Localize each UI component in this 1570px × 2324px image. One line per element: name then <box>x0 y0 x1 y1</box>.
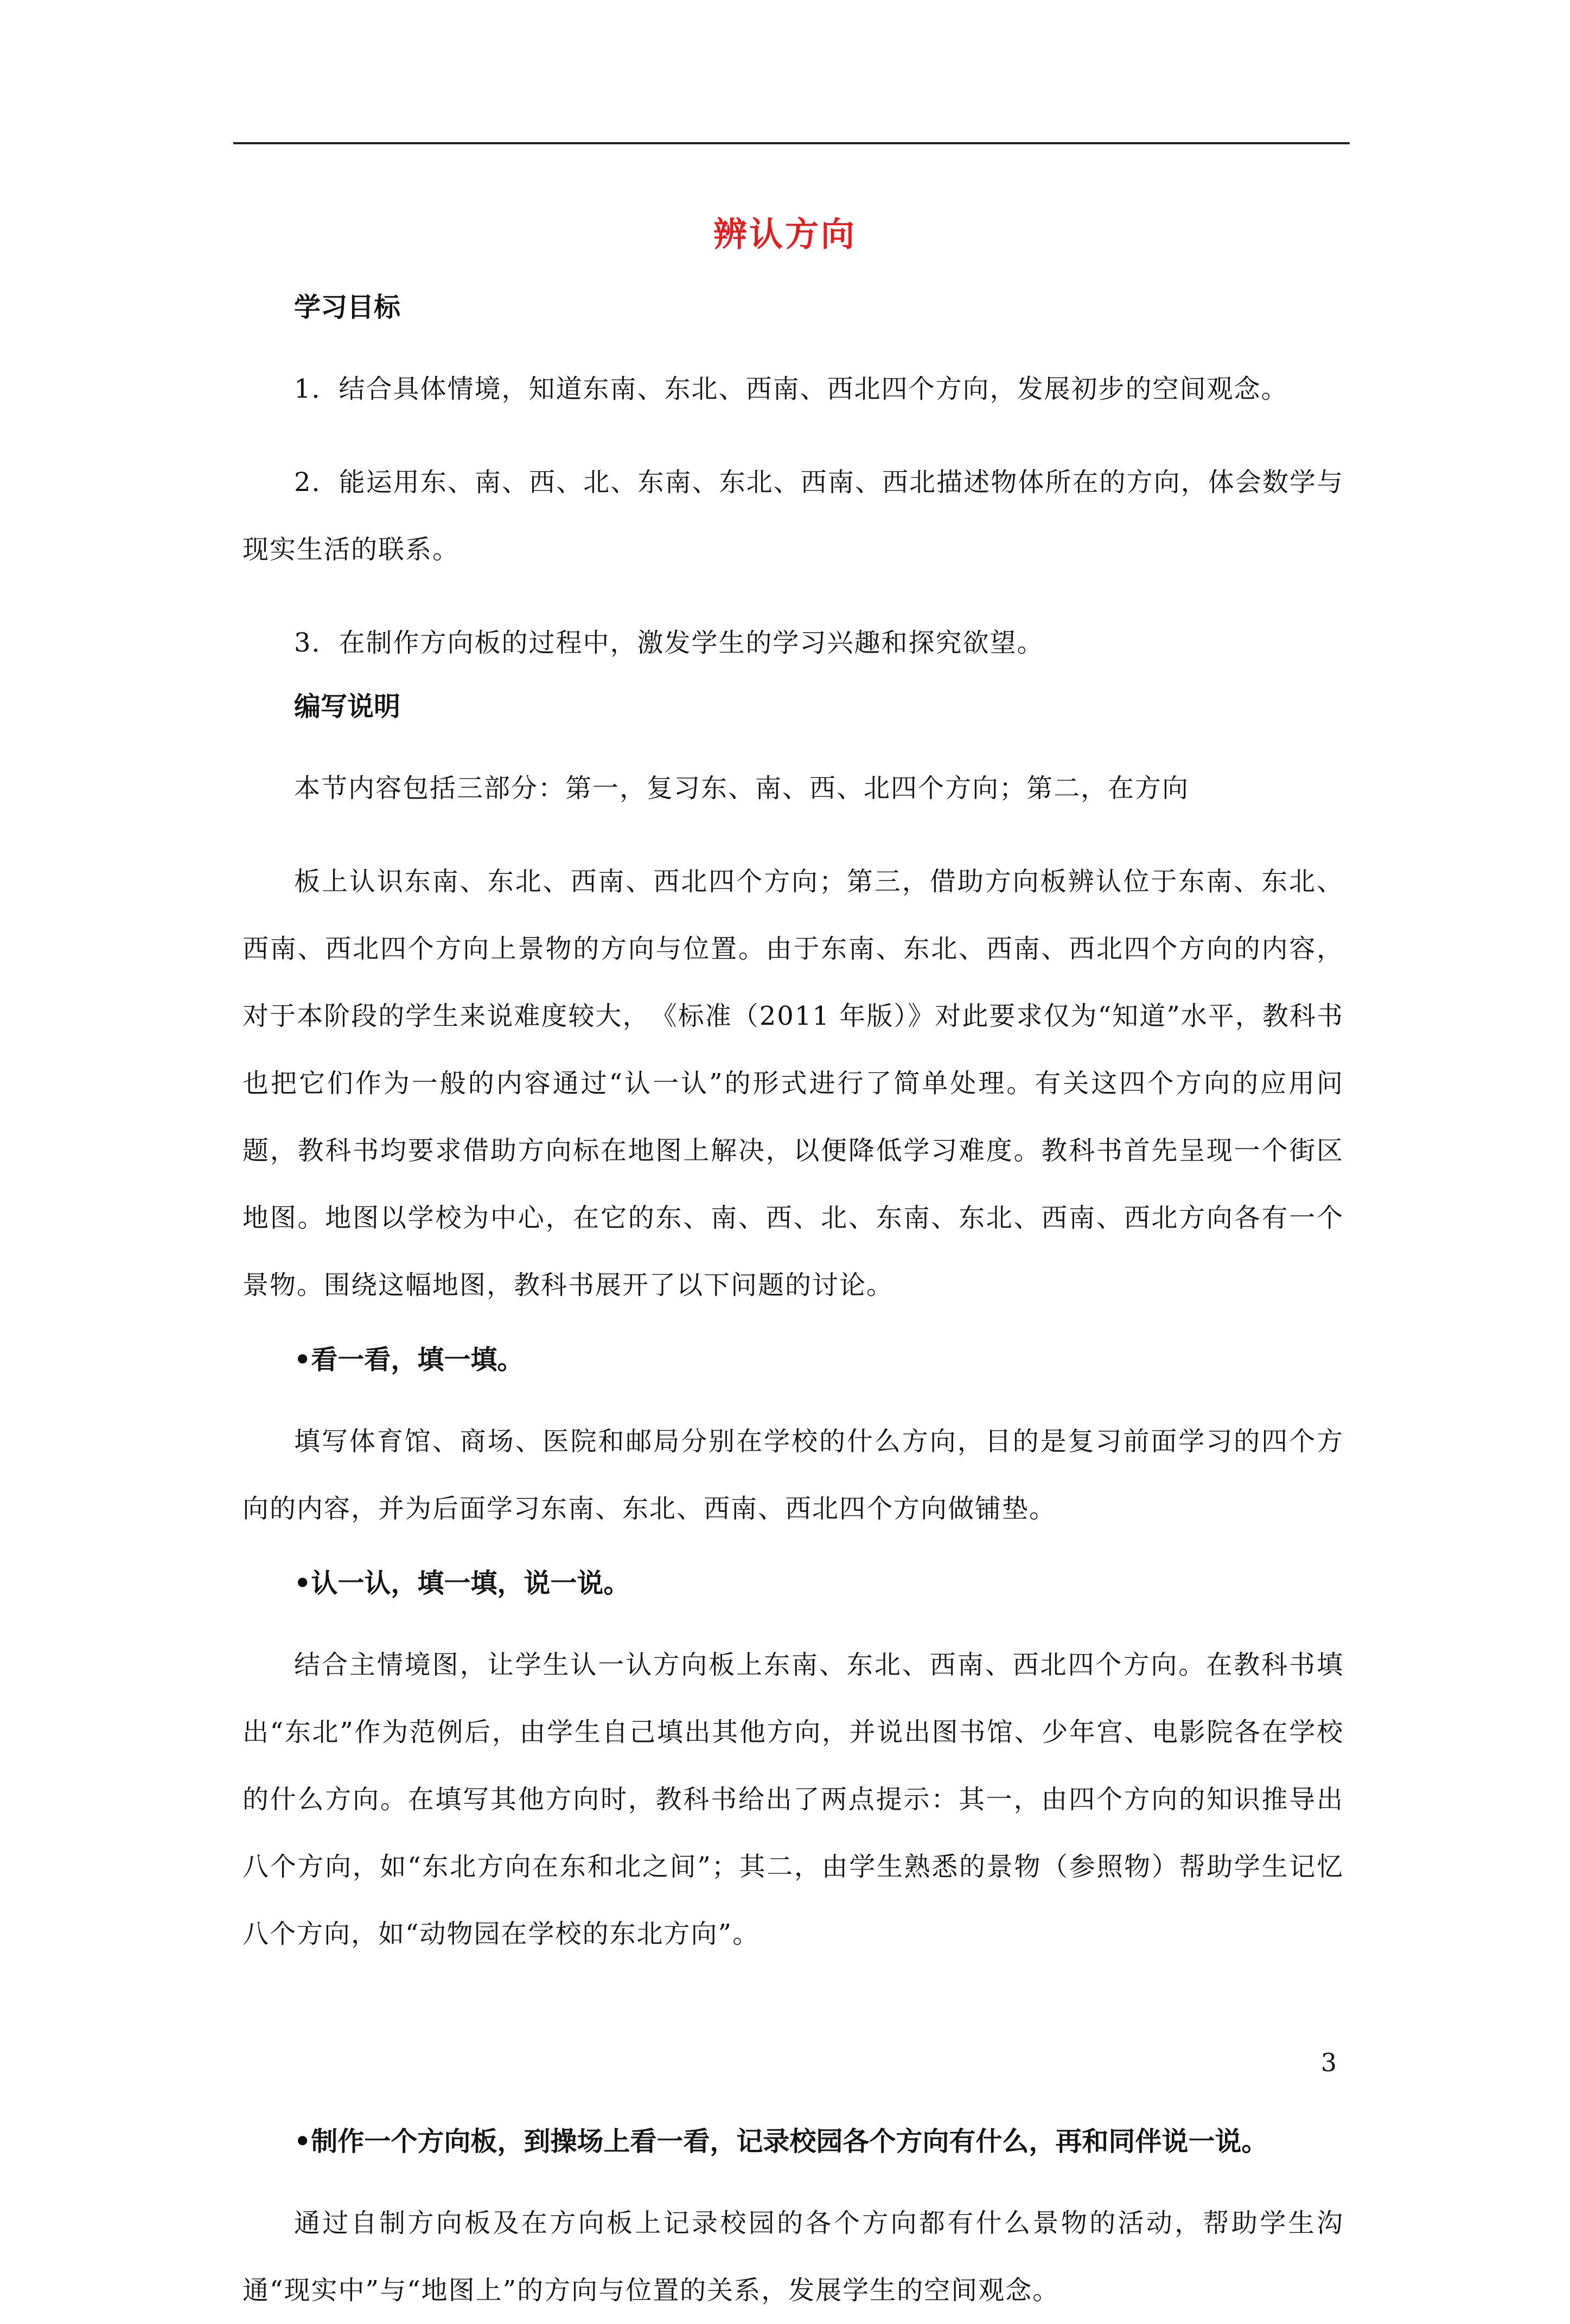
notes-paragraph-2: 板上认识东南、东北、西南、西北四个方向；第三，借助方向板辨认位于东南、东北、西南、西北四个方向上景物的方向与位置。由于东南、东北、西南、西北四个方向的内容，对于本阶段的学生来说难度较大， 《标准（2011 年版）》对此要求仅为“知道”水平，教科书也把它们作为一般的内容通过“认一认”的形式进行了简单处理。有关这四个方向的应用问题，教科书均要求借助方向标在地图上解决，以便降低学习难度。教科书首先呈现一个街区地图。地图以学校为中心，在它的东、南、西、北、东南、东北、西南、西北方向各有一个景物。围绕这幅地图，教科书展开了以下问题的讨论。 <box>242 866 1344 1300</box>
goal-item-3: 3．在制作方向板的过程中，激发学生的学习兴趣和探究欲望。 <box>294 628 1044 658</box>
goal-item-1: 1．结合具体情境，知道东南、东北、西南、西北四个方向，发展初步的空间观念。 <box>294 374 1288 404</box>
notes-paragraph-1: 本节内容包括三部分：第一，复习东、南、西、北四个方向；第二，在方向 <box>294 773 1190 803</box>
bullet-heading-look-fill: •看一看，填一填。 <box>294 1344 524 1375</box>
section-gap <box>242 1968 1344 2100</box>
bullet-heading-make-direction-board: •制作一个方向板，到操场上看一看，记录校园各个方向有什么，再和同伴说一说。 <box>294 2125 1268 2157</box>
page-number: 3 <box>1320 2048 1337 2077</box>
bullet-heading-recognize-fill-say: •认一认，填一填，说一说。 <box>294 1567 630 1599</box>
page-title: 辨认方向 <box>713 214 857 254</box>
notes-heading: 编写说明 <box>294 691 401 722</box>
bullet-text-look-fill: 填写体育馆、商场、医院和邮局分别在学校的什么方向，目的是复习前面学习的四个方向的内容，并为后面学习东南、东北、西南、西北四个方向做铺垫。 <box>242 1426 1344 1524</box>
bullet-text-make-direction-board: 通过自制方向板及在方向板上记录校园的各个方向都有什么景物的活动，帮助学生沟通“现实中”与“地图上”的方向与位置的关系，发展学生的空间观念。 <box>242 2208 1344 2306</box>
goal-item-2: 2．能运用东、南、西、北、东南、东北、西南、西北描述物体所在的方向，体会数学与现实生活的联系。 <box>242 467 1344 565</box>
bullet-text-recognize-fill-say: 结合主情境图，让学生认一认方向板上东南、东北、西南、西北四个方向。在教科书填出“东北”作为范例后，由学生自己填出其他方向，并说出图书馆、少年宫、电影院各在学校的什么方向。在填写其他方向时，教科书给出了两点提示：其一，由四个方向的知识推导出八个方向，如“东北方向在东和北之间”；其二，由学生熟悉的景物（参照物）帮助学生记忆八个方向，如“动物园在学校的东北方向”。 <box>242 1650 1344 1949</box>
header-rule <box>233 142 1350 144</box>
document-body <box>242 285 1344 2324</box>
goals-heading: 学习目标 <box>294 291 401 323</box>
